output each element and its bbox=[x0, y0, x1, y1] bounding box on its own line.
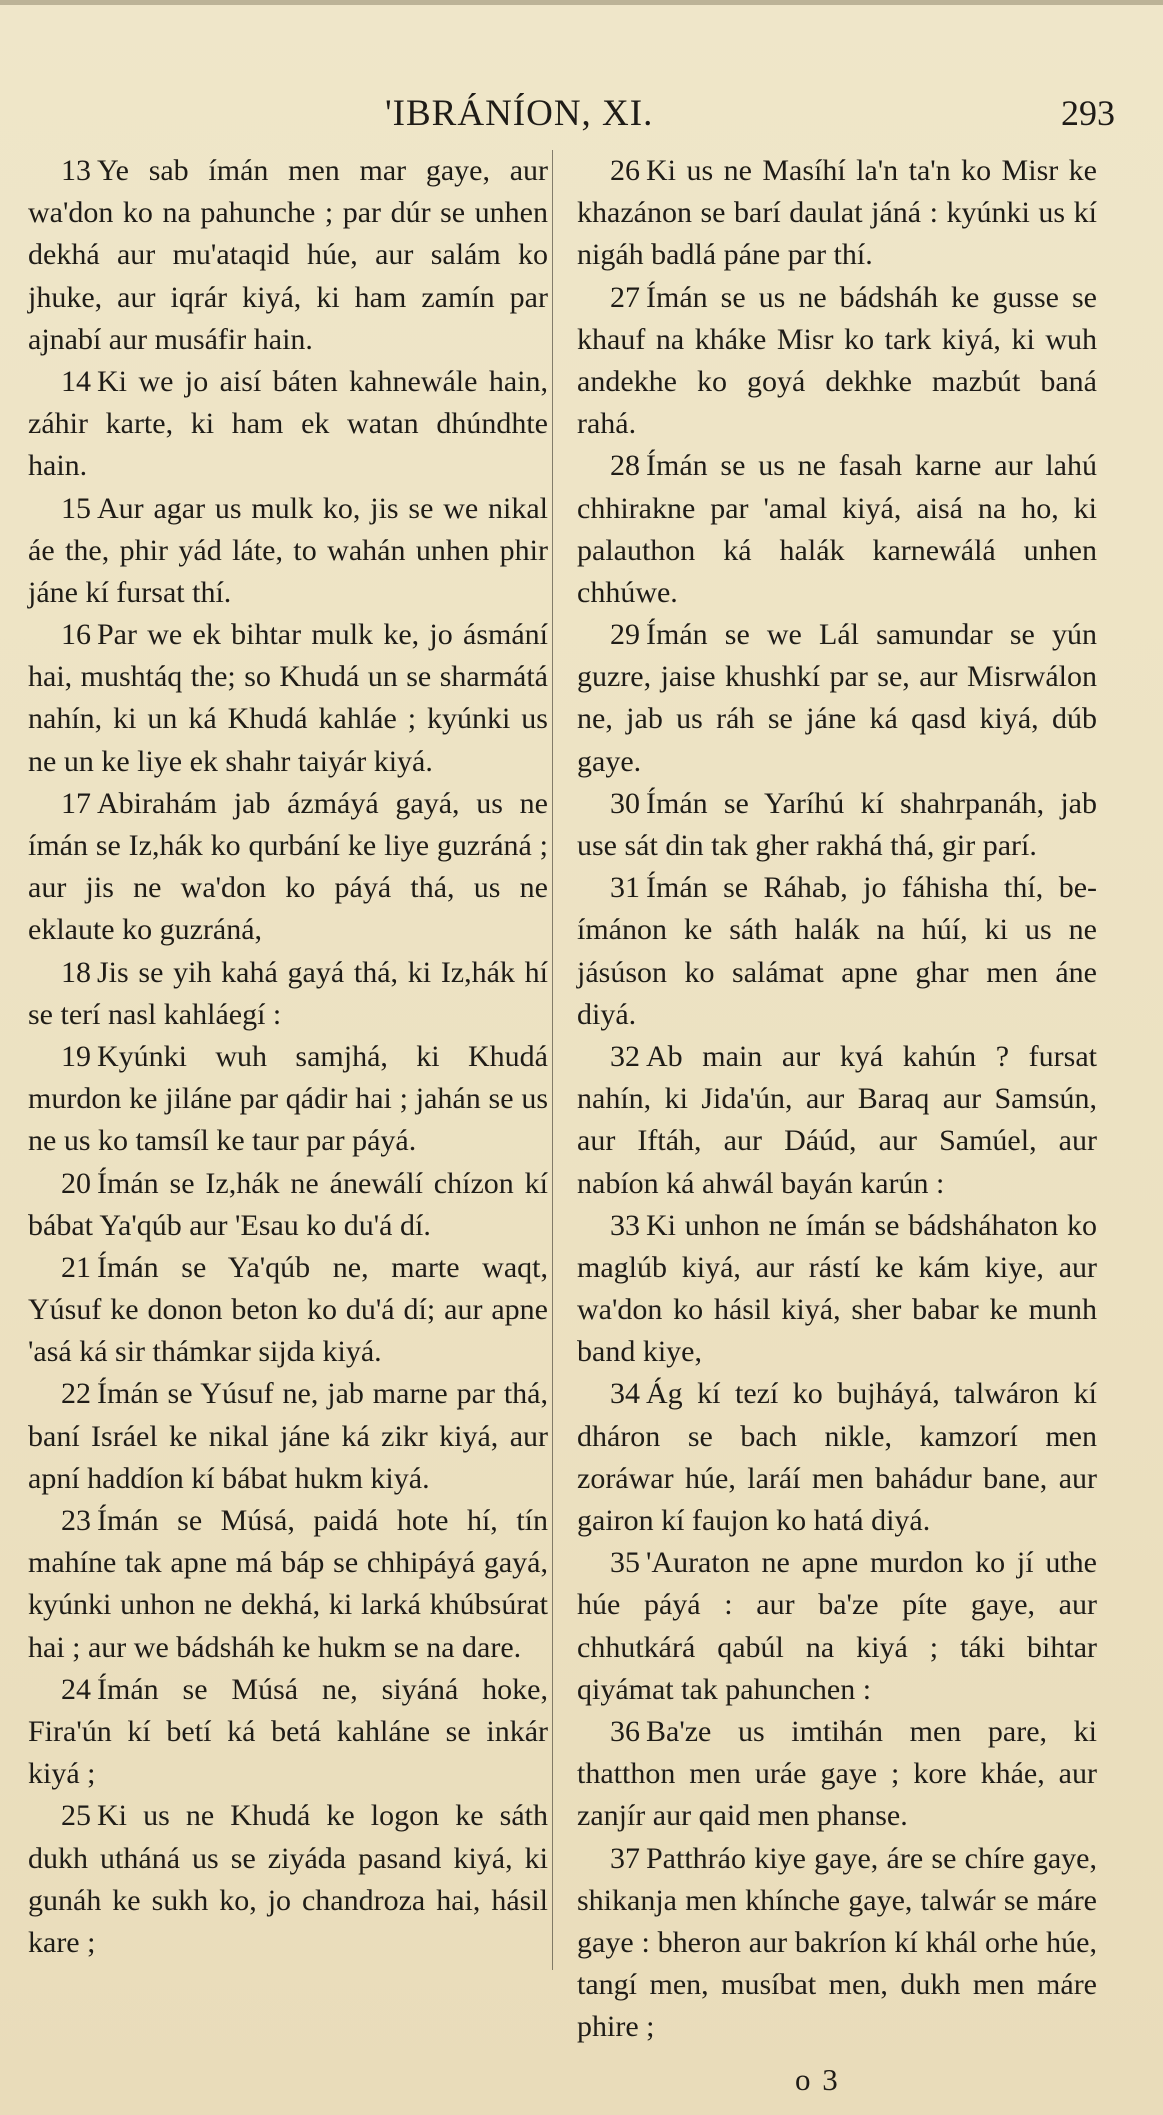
verse bbox=[28, 952, 548, 1036]
verse-text: Ye sab ímán men mar gaye, aur wa'don ko na pahunche ; par dúr se unhen dekhá aur mu'ataqid húe, aur salám ko jhuke, aur iqrár kiyá, ki ham zamín par ajnabí aur musáfir hain. bbox=[28, 154, 548, 356]
verse-number: 13 bbox=[61, 154, 91, 187]
verse-text: Ímán se us ne fasah karne aur lahú chhirakne par 'amal kiyá, aisá na ho, ki palauthon ká halák karnewálá unhen chhúwe. bbox=[577, 449, 1097, 609]
verse bbox=[28, 488, 548, 615]
verse-text: Ki we jo aisí báten kahnewále hain, záhir karte, ki ham ek watan dhúndhte hain. bbox=[28, 364, 548, 483]
page-header bbox=[0, 92, 1163, 140]
page-number: 293 bbox=[1061, 93, 1115, 133]
verse-number: 35 bbox=[610, 1546, 640, 1580]
verse bbox=[577, 1205, 1097, 1374]
verse-number: 17 bbox=[61, 786, 91, 820]
verse-number: 26 bbox=[610, 154, 640, 187]
verse-number: 31 bbox=[610, 871, 640, 905]
verse-text: Ímán se Ya'qúb ne, marte waqt, Yúsuf ke donon beton ko du'á dí; aur apne 'asá ká sir thámkar sijda kiyá. bbox=[28, 1250, 548, 1369]
verse-number: 23 bbox=[61, 1504, 91, 1537]
verse-text: 'Auraton ne apne murdon ko jí uthe húe páyá : aur ba'ze píte gaye, aur chhutkárá qabúl na kiyá ; táki bihtar qiyámat tak pahunchen : bbox=[577, 1546, 1097, 1706]
verse bbox=[577, 867, 1097, 1036]
verse-text: Abirahám jab ázmáyá gayá, us ne ímán se Iz,hák ko qurbání ke liye guzráná ; aur jis ne wa'don ko páyá thá, us ne eklaute ko guzráná, bbox=[28, 786, 548, 947]
verse-number: 24 bbox=[61, 1672, 91, 1706]
verse-number: 14 bbox=[61, 364, 91, 398]
verse-text: Ki unhon ne ímán se bádsháhaton ko maglúb kiyá, aur rástí ke kám kiye, aur wa'don ko hásil kiyá, sher babar ke munh band kiye, bbox=[577, 1208, 1097, 1369]
verse-text: Ímán se Músá ne, siyáná hoke, Fira'ún kí betí ká betá kahláne se inkár kiyá ; bbox=[28, 1672, 548, 1791]
verse bbox=[577, 277, 1097, 446]
right-column bbox=[577, 150, 1097, 2048]
verse-number: 34 bbox=[610, 1377, 640, 1411]
page-top-edge bbox=[0, 0, 1163, 5]
verse bbox=[577, 614, 1097, 783]
verse-number: 30 bbox=[610, 786, 640, 820]
verse-text: Aur agar us mulk ko, jis se we nikal áe the, phir yád láte, to wahán unhen phir jáne kí fursat thí. bbox=[28, 491, 548, 609]
printer-signature: o 3 bbox=[795, 2062, 840, 2097]
verse bbox=[28, 1036, 548, 1163]
verse-number: 32 bbox=[610, 1039, 640, 1073]
verse-number: 20 bbox=[61, 1166, 91, 1200]
verse bbox=[577, 783, 1097, 867]
verse-text: Ab main aur kyá kahún ? fursat nahín, ki Jida'ún, aur Baraq aur Samsún, aur Iftáh, aur Dáúd, aur Samúel, aur nabíon ká ahwál bayán karún : bbox=[577, 1039, 1097, 1200]
verse-text: Par we ek bihtar mulk ke, jo ásmání hai, mushtáq the; so Khudá un se sharmátá nahín, ki un ká Khudá kahláe ; kyúnki us ne un ke liye ek shahr taiyár kiyá. bbox=[28, 618, 548, 778]
left-column bbox=[28, 150, 548, 1964]
verse-number: 37 bbox=[610, 1841, 640, 1875]
verse-number: 21 bbox=[61, 1250, 91, 1284]
verse-number: 15 bbox=[61, 491, 91, 525]
verse-text: Ímán se we Lál samundar se yún guzre, jaise khushkí par se, aur Misrwálon ne, jab us ráh se jáne ká qasd kiyá, dúb gaye. bbox=[577, 618, 1097, 778]
verse bbox=[28, 1500, 548, 1669]
verse-number: 28 bbox=[610, 449, 640, 483]
verse-number: 18 bbox=[61, 955, 91, 989]
verse-text: Ímán se us ne bádsháh ke gusse se khauf na kháke Misr ko tark kiyá, ki wuh andekhe ko goyá dekhke mazbút baná rahá. bbox=[577, 280, 1097, 441]
verse bbox=[28, 1795, 548, 1964]
verse-number: 36 bbox=[610, 1714, 640, 1748]
verse bbox=[577, 445, 1097, 614]
verse bbox=[28, 150, 548, 361]
verse bbox=[28, 783, 548, 952]
verse bbox=[28, 1163, 548, 1247]
verse bbox=[577, 1542, 1097, 1711]
verse-text: Patthráo kiye gaye, áre se chíre gaye, shikanja men khínche gaye, talwár se máre gaye : bheron aur bakríon kí khál orhe húe, tangí men, musíbat men, dukh men máre phire ; bbox=[577, 1841, 1097, 2044]
verse bbox=[28, 361, 548, 488]
verse bbox=[577, 150, 1097, 277]
verse bbox=[577, 1373, 1097, 1542]
verse-text: Kyúnki wuh samjhá, ki Khudá murdon ke jiláne par qádir hai ; jahán se us ne us ko tamsíl ke taur par páyá. bbox=[28, 1039, 548, 1158]
verse bbox=[28, 614, 548, 783]
verse-text: Ki us ne Khudá ke logon ke sáth dukh utháná us se ziyáda pasand kiyá, ki gunáh ke sukh ko, jo chandroza hai, hásil kare ; bbox=[28, 1799, 548, 1959]
verse-text: Ág kí tezí ko bujháyá, talwáron kí dháron se bach nikle, kamzorí men zoráwar húe, laráí men bahádur bane, aur gairon kí faujon ko hatá diyá. bbox=[577, 1377, 1097, 1537]
verse-text: Ba'ze us imtihán men pare, ki thatthon men uráe gaye ; kore kháe, aur zanjír aur qaid men phanse. bbox=[577, 1714, 1097, 1833]
verse-number: 27 bbox=[610, 280, 640, 314]
verse-text: Ímán se Músá, paidá hote hí, tín mahíne tak apne má báp se chhipáyá gayá, kyúnki unhon ne dekhá, ki larká khúbsúrat hai ; aur we bádsháh ke hukm se na dare. bbox=[28, 1504, 548, 1664]
verse-number: 19 bbox=[61, 1039, 91, 1073]
verse-text: Ímán se Ráhab, jo fáhisha thí, be-ímánon ke sáth halák na húí, ki us ne jásúson ko salámat apne ghar men áne diyá. bbox=[577, 871, 1097, 1031]
verse bbox=[28, 1247, 548, 1374]
verse bbox=[28, 1373, 548, 1500]
verse-text: Jis se yih kahá gayá thá, ki Iz,hák hí se terí nasl kahláegí : bbox=[28, 955, 548, 1031]
running-title: 'IBRÁNÍON, XI. bbox=[385, 93, 654, 134]
verse bbox=[577, 1838, 1097, 2049]
verse-number: 25 bbox=[61, 1799, 91, 1833]
verse-text: Ímán se Yaríhú kí shahrpanáh, jab use sát din tak gher rakhá thá, gir parí. bbox=[577, 786, 1097, 862]
verse-number: 22 bbox=[61, 1377, 91, 1411]
verse-number: 33 bbox=[610, 1208, 640, 1242]
verse bbox=[28, 1669, 548, 1796]
verse-number: 16 bbox=[61, 618, 91, 652]
verse bbox=[577, 1036, 1097, 1205]
verse-number: 29 bbox=[610, 618, 640, 652]
verse-text: Ímán se Iz,hák ne ánewálí chízon kí bábat Ya'qúb aur 'Esau ko du'á dí. bbox=[28, 1166, 548, 1242]
verse bbox=[577, 1711, 1097, 1838]
column-divider bbox=[552, 150, 553, 1970]
verse-text: Ímán se Yúsuf ne, jab marne par thá, baní Isráel ke nikal jáne ká zikr kiyá, aur apní haddíon kí bábat hukm kiyá. bbox=[28, 1377, 548, 1495]
verse-text: Ki us ne Masíhí la'n ta'n ko Misr ke khazánon se barí daulat jáná : kyúnki us kí nigáh badlá páne par thí. bbox=[577, 154, 1097, 272]
